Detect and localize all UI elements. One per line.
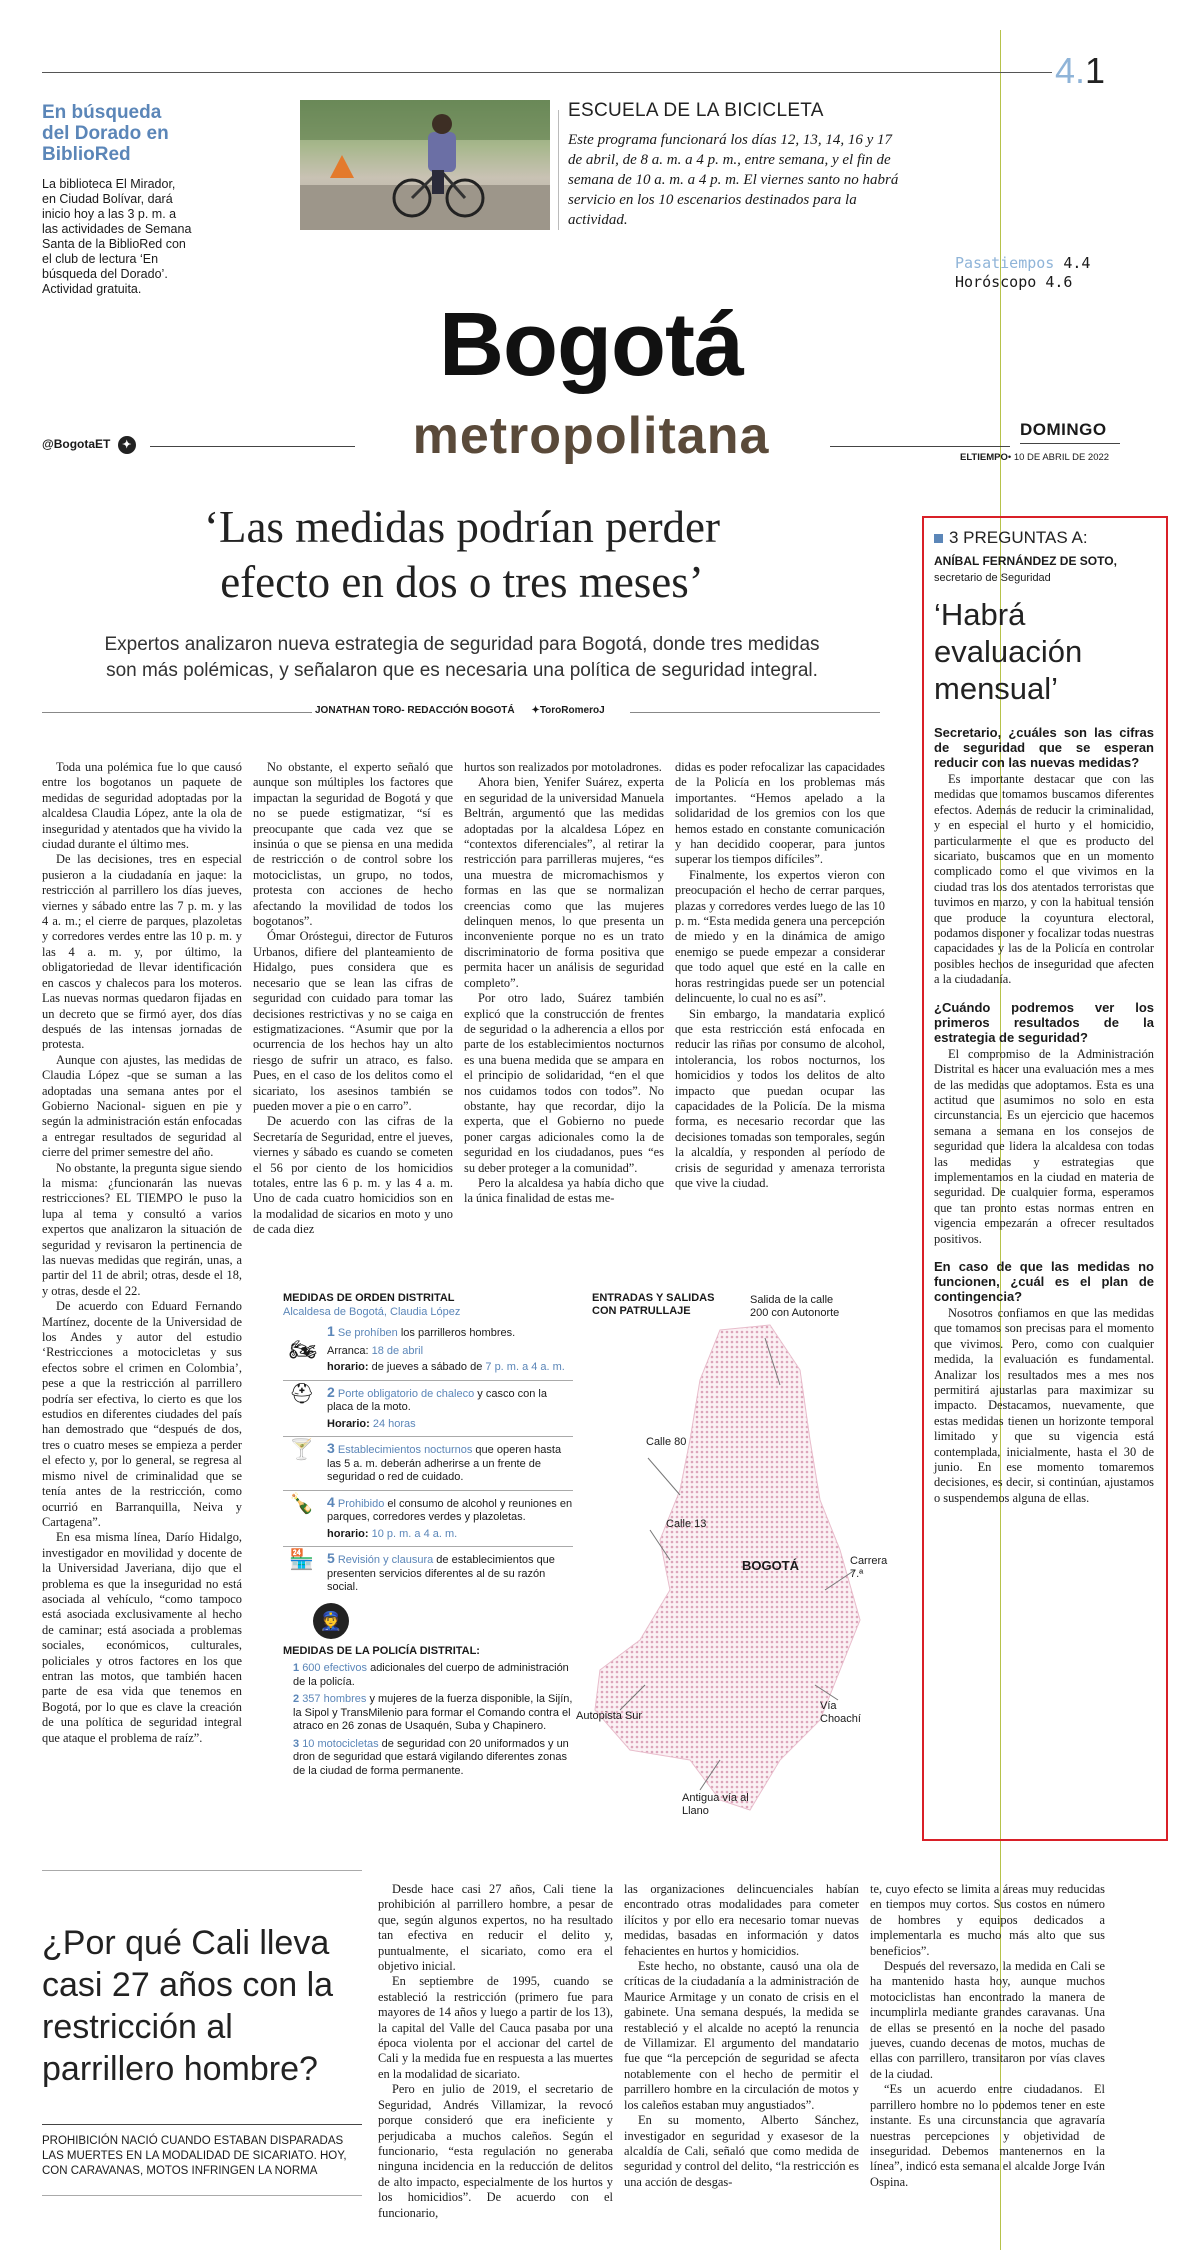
- byline-rule-left: [42, 712, 312, 713]
- measure-item-3: 🍸 3 Establecimientos nocturnos que operen hasta las 5 a. m. deberán adherirse a un frente de seguridad o red de cuidado.: [289, 1439, 562, 1483]
- map-label-calle13: Calle 13: [666, 1518, 707, 1530]
- answer-1: Es importante destacar que con las medidas que tomamos buscamos diferentes efectos. Además de reducir la criminalidad, y en especial el hurto y el homicidio, particularmente el que es producto del sicariato, buscamos que en un momento complicado como el que vivimos en la ciudad tras los dos atentados terroristas que tuvimos en marzo, y con la habitual tensión que produce la coyuntura electoral, podamos disponer y focalizar todas nuestras capacidades y las de la Policía en controlar posibles hechos de inseguridad que afecten a la ciudadanía.: [934, 772, 1154, 987]
- masthead-date: ELTIEMPO• 10 DE ABRIL DE 2022: [960, 452, 1110, 463]
- sidebar-kicker: 3 PREGUNTAS A:: [934, 528, 1154, 548]
- masthead-day: DOMINGO: [1020, 420, 1107, 439]
- measure-item-4: 🍾 4 Prohibido el consumo de alcohol y reuniones en parques, corredores verdes y plazoletas. horario: 10 p. m. a 4 a. m.: [289, 1492, 573, 1540]
- cali-column-3: te, cuyo efecto se limita a áreas muy reducidas en tiempos muy cortos. Sus costos en número de hombres y equipos dedicados a implementarla es mucho más alto que sus beneficios”. Después del reversazo, la medida en Cali se ha mantenido hasta hoy, aunque muchos motociclistas han encontrado la manera de incumplirla mediante grandes caravanas. Una de ellas se presentó en la noche del pasado jueves, cuando decenas de motos, muchas de ellas con parrillero, transitaron por vías claves de la ciudad. “Es un acuerdo entre ciudadanos. El parrillero hombre no lo podemos tener en este instante. Es una circunstancia que agravaría nuestras percepciones y objetividad de inseguridad. Debemos mantenernos en la línea”, indicó esta semana el alcalde Jorge Iván Ospina.: [870, 1882, 1105, 2189]
- article-deck: Expertos analizaron nueva estrategia de seguridad para Bogotá, donde tres medidas son más polémicas, y señalaron que es necesaria una política de seguridad integral.: [104, 634, 820, 681]
- article-column-1: Toda una polémica fue lo que causó entre los bogotanos un paquete de medidas de seguridad adoptadas por la alcaldesa Claudia López, ante la ola de inseguridad y atentados que ha vivido la ciudad durante el último mes. De las decisiones, tres en especial pusieron a la ciudadanía en jaque: la restricción al parrillero los días jueves, viernes y sábado entre las 7 p. m. y las 4 a. m.; el cierre de parques, plazoletas y corredores verdes entre las 10 p. m. y las 4 a. m. y, por último, la obligatoriedad de llevar identificación en cascos y chalecos para los moteros. Las nuevas normas quedaron fijadas en un decreto que se firmó ayer, dos días después de las intensas jornadas de protesta. Aunque con ajustes, las medidas de Claudia López -que se suman a las adoptadas una semana antes por el Gobierno Nacional- siguen en pie y según la administración están enfocadas a entregar resultados de seguridad al cierre del primer semestre del año. No obstante, la pregunta sigue siendo la misma: ¿funcionarán las nuevas restricciones? EL TIEMPO le puso la lupa al tema y consultó a varios expertos que analizaron la situación de seguridad y revisaron la pertinencia de las nuevas medidas que regirán, unas, a partir del 11 de abril; otras, desde el 18, y otras, desde el 22. De acuerdo con Eduard Fernando Martínez, docente de la Universidad de los Andes y autor del estudio ‘Restricciones a motocicletas y sus efectos sobre el crimen en Colombia’, pese a que la restricción al parrillero podría ser efectiva, lo cierto es que los estudios en diferentes ciudades del país han demostrado que “después de dos, tres o cuatro meses se empieza a perder el efecto y, por lo general, se regresa al mismo nivel de criminalidad que se tenía antes de la restricción, como ocurrió en Barranquilla, Neiva y Cartagena”. En esa misma línea, Darío Hidalgo, investigador en movilidad y docente de la Universidad Javeriana, dijo que el problema es que la inseguridad no está asociada al vehículo, “como tampoco está asociada exclusivamente al hecho de caminar; está asociada a problemas sociales, económicos, culturales, policiales y otros factores en los que entran las motos, que también hacen parte de esa vida que tenemos en Bogotá, por lo que es clave la creación de una política de seguridad integral que ataque el problema de raíz”.: [42, 760, 242, 1745]
- bike-school-title: ESCUELA DE LA BICICLETA: [568, 100, 824, 121]
- police-item-3: 3 10 motocicletas de seguridad con 20 uniformados y un dron de seguridad que estará vigilando diferentes zonas de la ciudad de forma permanente.: [293, 1737, 569, 1777]
- article-byline: JONATHAN TORO- REDACCIÓN BOGOTÁ ✦ToroRomeroJ: [315, 705, 605, 716]
- map-label-city: BOGOTÁ: [742, 1558, 800, 1573]
- cyclist-illustration: [300, 100, 550, 230]
- article-column-2: No obstante, el experto señaló que aunque son múltiples los factores que impactan la seguridad de Bogotá y que no se puede estigmatizar, “sí es preocupante que cada vez que se insinúa o que se piensa en una medida de restricción o de control sobre los motociclistas, un grupo, no todos, protesta con acciones de hecho afectando la movilidad de todos los bogotanos”. Ómar Oróstegui, director de Futuros Urbanos, difiere del planteamiento de Hidalgo, pues considera que es necesario que se lean las cifras de seguridad con cuidado para tomar las decisiones restrictivas y no se caiga en estigmatizaciones. “Asumir que por la ocurrencia de los hechos hay un alto riesgo de sufrir un atraco, es falso. Pues, en el caso de los delitos como el sicariato, los asesinos también se pueden mover a pie o en carro”. De acuerdo con las cifras de la Secretaría de Seguridad, entre el jueves, viernes y sábado es cuando se cometen el 56 por ciento de los homicidios totales, entre las 6 p. m. y las 4 a. m. Uno de cada cuatro homicidios son en la modalidad de sicarios en moto y uno de cada diez: [253, 760, 453, 1237]
- map-label-autosur: Autopista Sur: [576, 1710, 643, 1722]
- sidebar-quote: ‘Habrá evaluación mensual’: [934, 597, 1083, 706]
- brief-body: La biblioteca El Mirador, en Ciudad Bolívar, dará inicio hoy a las 3 p. m. a las actividades de Semana Santa de la BiblioRed con el club de lectura ‘En búsqueda del Dorado’. Actividad gratuita.: [42, 177, 192, 296]
- measure-divider: [283, 1490, 573, 1491]
- cali-summary-rule: [42, 2124, 362, 2125]
- measure-divider: [283, 1436, 573, 1437]
- twitter-icon: ✦: [531, 705, 540, 716]
- cali-column-2: las organizaciones delincuenciales habían encontrado otras modalidades para cometer ilícitos y por ello era necesario tomar nuevas medidas, basadas en información y datos fehacientes en hurtos y homicidios. Este hecho, no obstante, causó una ola de críticas de la ciudadanía a la administración de Maurice Armitage y un conato de crisis en el gabinete. Una semana después, la medida se restableció y el alcalde no aceptó la renuncia de Villamizar. El argumento del mandatario fue que “la percepción de seguridad se afecta notablemente con el hecho de permitir el parrillero hombre en la circulación de motos y los caleños estaban muy angustiados”. En su momento, Alberto Sánchez, investigador en seguridad y exasesor de la alcaldía de Cali, señaló que como medida de seguridad y control del delito, “la restricción es una acción de desgas-: [624, 1882, 859, 2189]
- map-label-calle80: Calle 80: [646, 1436, 687, 1448]
- byline-twitter[interactable]: ✦ToroRomeroJ: [531, 705, 605, 716]
- cali-top-rule: [42, 1870, 362, 1871]
- cali-summary: PROHIBICIÓN NACIÓ CUANDO ESTABAN DISPARADAS LAS MUERTES EN LA MODALIDAD DE SICARIATO. HOY, CON CARAVANAS, MOTOS INFRINGEN LA NORMA: [42, 2135, 347, 2177]
- article-column-3: hurtos son realizados por motoladrones. Ahora bien, Yenifer Suárez, experta en seguridad de la universidad Manuela Beltrán, argumentó que las medidas adoptadas por la alcaldesa López en “contextos diferenciales”, al retirar la restricción para parrilleras mujeres, “es una muestra de micromachismos y formas en las que se normalizan creencias como que las mujeres delinquen menos, lo que presenta un inconveniente porque no es un trato discriminatorio de forma positiva que permita hacer un análisis de seguridad completo”. Por otro lado, Suárez también explicó que la construcción de frentes de seguridad o la adherencia a ellos por parte de los establecimientos nocturnos es una buena medida que se ampara en el principio de solidaridad, “en el que nos cuidamos todos con todos”. No obstante, hay que recordar, dijo la experta, que el Gobierno no puede poner cargas adicionales como la de seguridad en los ciudadanos, pues “es su deber proteger a la comunidad”. Pero la alcaldesa ya había dicho que la única finalidad de estas me-: [464, 760, 664, 1206]
- measure-divider: [283, 1380, 573, 1381]
- top-rule: [42, 72, 1052, 73]
- bottle-icon: 🍾: [289, 1492, 314, 1515]
- article-headline: ‘Las medidas podrían perder efecto en dos o tres meses’: [203, 502, 721, 607]
- sidebar-text: [934, 725, 1154, 1506]
- store-icon: 🏪: [289, 1549, 314, 1571]
- helmet-icon: ⛑: [289, 1382, 315, 1405]
- masthead-rule-right: [830, 446, 1010, 447]
- masthead-day-rule: [1020, 443, 1120, 444]
- police-icon: 👮: [313, 1603, 349, 1639]
- twitter-icon: ✦: [118, 436, 136, 454]
- brief-title: En búsqueda del Dorado en BiblioRed: [42, 102, 169, 165]
- question-3: En caso de que las medidas no funcionen, ¿cuál es el plan de contingencia?: [934, 1258, 1154, 1304]
- cali-headline: ¿Por qué Cali lleva casi 27 años con la restricción al parrillero hombre?: [42, 1924, 334, 2088]
- bar-icon: 🍸: [289, 1439, 314, 1461]
- bogota-map-shape: [570, 1290, 890, 1850]
- motorcycle-icon: 🏍: [289, 1337, 317, 1362]
- question-1: Secretario, ¿cuáles son las cifras de seguridad que se esperan reducir con las nuevas medidas?: [934, 725, 1154, 770]
- bike-photo: [300, 100, 550, 230]
- index-item-pasatiempos[interactable]: Pasatiempos 4.4: [955, 254, 1091, 272]
- article-column-4: didas es poder refocalizar las capacidades de la Policía en los problemas más importantes. “Hemos apelado a la solidaridad de los gremios con los que hemos estado en constante comunicación y han decidido cooperar, para juntos superar los tiempos difíciles”. Finalmente, los expertos vieron con preocupación el hecho de cerrar parques, plazas y corredores verdes luego de las 10 p. m. “Esta medida genera una percepción de miedo y en la dinámica de amigo enemigo se puede empezar a considerar que todo aquel que esté en la calle en horas restringidas puede ser un potencial delincuente, lo cual no es así”. Sin embargo, la mandataria explicó que esta restricción está enfocada en reducir las riñas por consumo de alcohol, intolerancia, los robos nocturnos, los homicidios y todos los delitos de alto impacto que puedan ocupar las capacidades de la Policía. De la misma forma, es necesario recordar que las decisiones tomadas son temporales, según la alcaldía, y responden al período de crisis de seguridad y amenaza terrorista que vive la ciudad.: [675, 760, 885, 1190]
- bike-school-box: [568, 100, 908, 230]
- infographic-source: Alcaldesa de Bogotá, Claudia López: [283, 1305, 461, 1318]
- police-item-2: 2 357 hombres y mujeres de la fuerza disponible, la Sijín, la Sipol y TransMilenio para formar el Comando contra el atraco en 26 zonas de Usaquén, Suba y Chapinero.: [293, 1693, 573, 1732]
- map-label-llano: Antigua vía al Llano: [682, 1792, 749, 1817]
- map-label-calle200: Salida de la calle 200 con Autonorte: [750, 1294, 840, 1319]
- map-label-choachi: Vía Choachí: [820, 1700, 861, 1725]
- interview-sidebar: [922, 516, 1168, 1841]
- page-in-section: 1: [1085, 50, 1106, 91]
- masthead-subtitle: metropolitana: [412, 407, 770, 465]
- sidebar-interviewee: ANÍBAL FERNÁNDEZ DE SOTO, secretario de Seguridad: [934, 554, 1117, 584]
- index-box: [955, 254, 1090, 292]
- twitter-handle[interactable]: @BogotaET ✦: [42, 436, 136, 454]
- question-2: ¿Cuándo podremos ver los primeros resultados de la estrategia de seguridad?: [934, 999, 1154, 1045]
- masthead-rule-left: [150, 446, 355, 447]
- infographic-title: MEDIDAS DE ORDEN DISTRITAL: [283, 1292, 455, 1304]
- answer-2: El compromiso de la Administración Distrital es hacer una evaluación mes a mes de las medidas que adoptamos. Esta es una actitud que asumimos no solo en esta circunstancia. Es un ejercicio que hacemos semana a semana en los consejos de seguridad que lidera la alcaldesa con todas las medidas y estrategias que implementamos en la ciudad en materia de seguridad. De cualquier forma, esperamos que tan pronto estas normas entren en vigencia empezarán a ofrecer resultados positivos.: [934, 1046, 1154, 1246]
- measure-divider: [283, 1546, 573, 1547]
- square-bullet-icon: [934, 534, 943, 543]
- cali-column-1: Desde hace casi 27 años, Cali tiene la prohibición al parrillero hombre, a pesar de que, según algunos expertos, no ha resultado tan efectiva en reducir el delito y, puntualmente, el sicariato, como era el objetivo inicial. En septiembre de 1995, cuando se estableció la restricción (primero fue para mayores de 14 años y luego a partir de los 13), la capital del Valle del Cauca pasaba por una época violenta por el accionar del cartel de Cali y la medida fue en respuesta a las muertes en la modalidad de sicariato. Pero en julio de 2019, el secretario de Seguridad, Andrés Villamizar, la revocó porque consideró que era ineficiente y perjudicaba a muchos caleños. Según el funcionario, “esta regulación no generaba ninguna incidencia en la reducción de delitos de alto impacto, especialmente de los hurtos y los homicidios”. De acuerdo con el funcionario,: [378, 1882, 613, 2220]
- bike-school-body: Este programa funcionará los días 12, 13, 14, 16 y 17 de abril, de 8 a. m. a 4 p. m., entre semana, y el fin de semana de 10 a. m. a 4 p. m. El viernes santo no habrá servicio en los 10 escenarios destinados para la actividad.: [568, 132, 899, 228]
- city-map: [570, 1290, 890, 1850]
- byline-rule-right: [630, 712, 880, 713]
- map-title: ENTRADAS Y SALIDAS CON PATRULLAJE: [592, 1292, 715, 1317]
- measure-item-1: 🏍 1 Se prohíben los parrilleros hombres. Arranca: 18 de abril horario: de jueves a sábado de 7 p. m. a 4 a. m.: [289, 1323, 565, 1373]
- bike-divider: [558, 110, 559, 230]
- police-item-1: 1 600 efectivos adicionales del cuerpo de administración de la policía.: [293, 1662, 569, 1688]
- infographic-measures: [283, 1292, 573, 1778]
- measure-item-5: 🏪 5 Revisión y clausura de establecimientos que presenten servicios diferentes al de su razón social.: [289, 1549, 555, 1593]
- map-label-carrera7: Carrera 7.ª: [850, 1555, 888, 1580]
- section-number: 4: [1055, 50, 1076, 91]
- masthead-title: Bogotá: [439, 295, 743, 395]
- cali-bottom-rule: [42, 2195, 362, 2196]
- brief-box: [42, 102, 192, 297]
- answer-3: Nosotros confiamos en que las medidas que tomamos son precisas para el momento que vivimos. Pero, como con cualquier medida, la evaluación es fundamental. Analizar los resultados mes a mes nos permitirá ajustarlas para maximizar su impacto. Destacamos, nuevamente, que estas medidas tienen un horizonte temporal limitado y que su vigencia está contemplada, inicialmente, hasta el 30 de junio. En ese momento tomaremos decisiones, es decir, si continúan, ajustamos o suspendemos alguna de ellas.: [934, 1305, 1154, 1505]
- measure-item-2: ⛑ 2 Porte obligatorio de chaleco y casco con la placa de la moto. Horario: 24 horas: [289, 1382, 547, 1430]
- index-item-horoscopo[interactable]: Horóscopo 4.6: [955, 273, 1073, 291]
- page-number: 4.1: [1055, 50, 1106, 91]
- police-title: MEDIDAS DE LA POLICÍA DISTRITAL:: [283, 1644, 480, 1657]
